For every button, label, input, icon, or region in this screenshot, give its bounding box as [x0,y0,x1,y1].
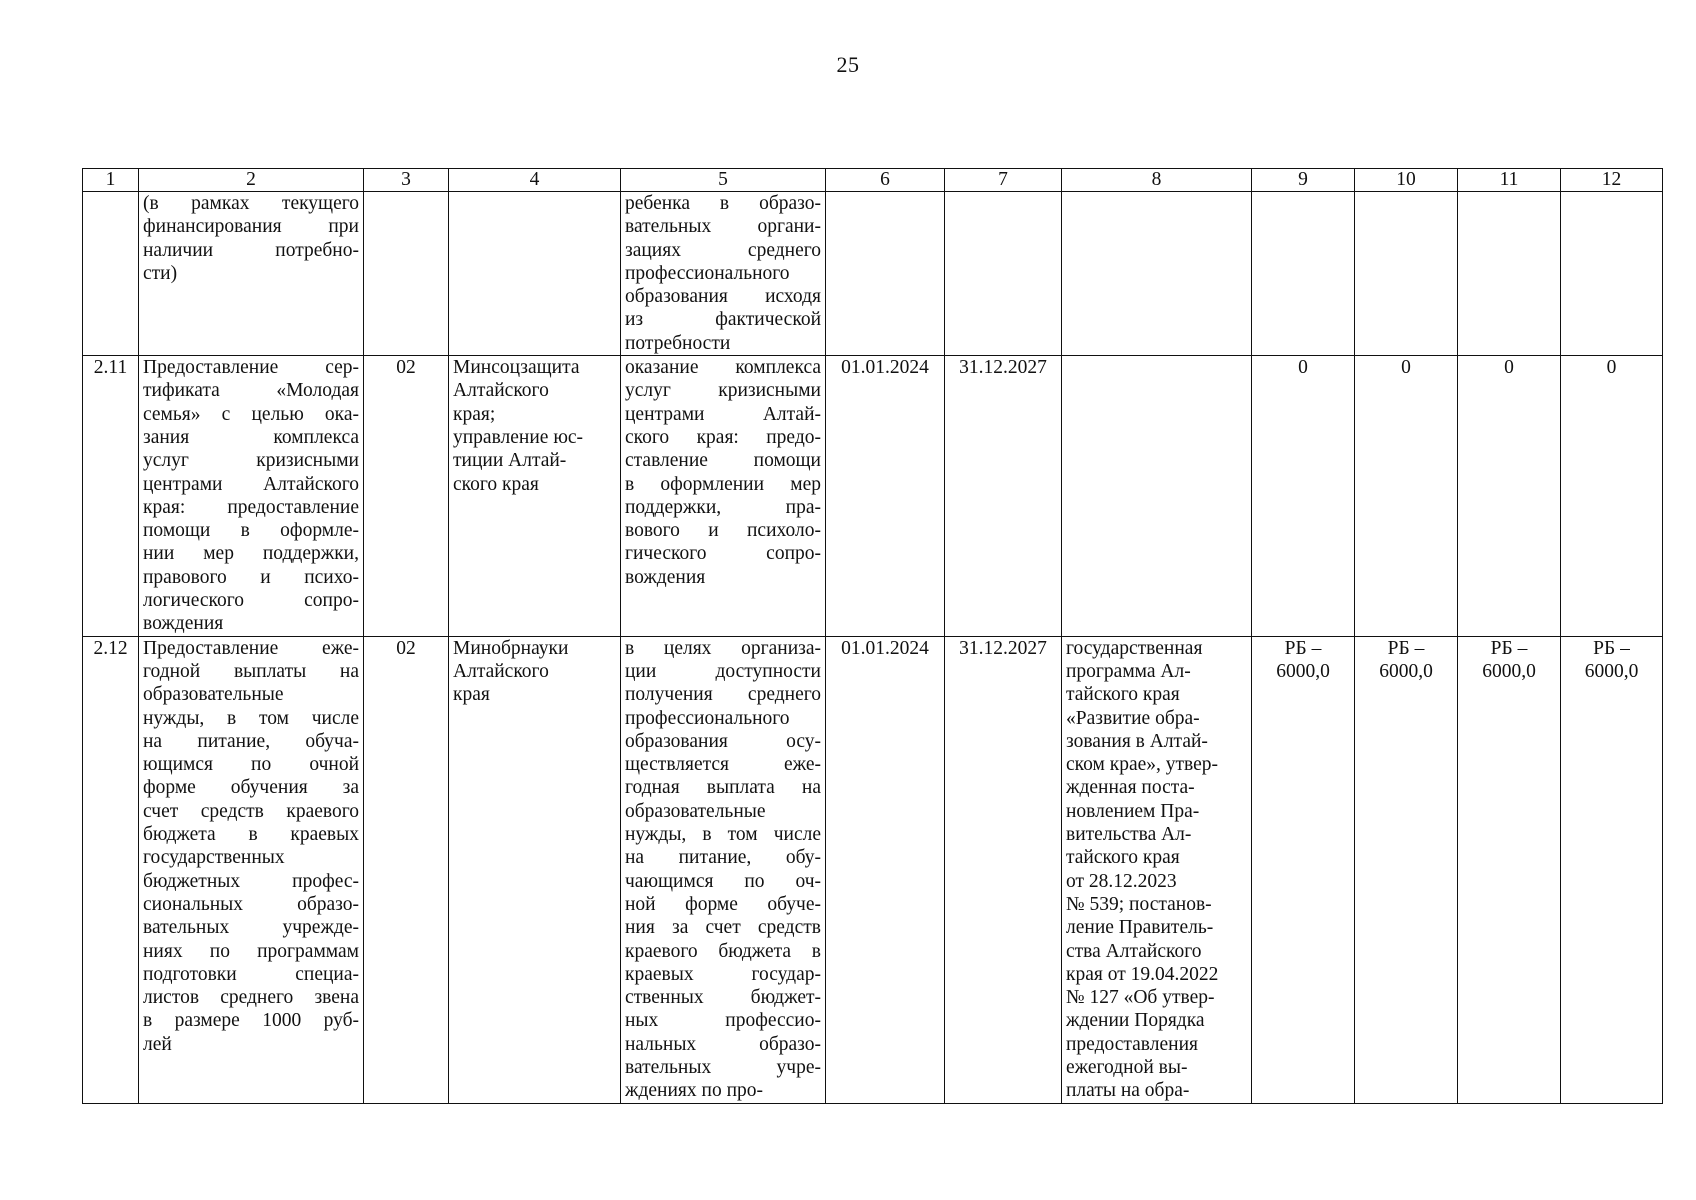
col-header-3: 3 [364,169,449,192]
text-line: образования исходя [625,286,821,308]
text-line: предоставления [1066,1033,1198,1055]
text-line: ждениях по про- [625,1080,764,1102]
text-line: нужды, в том числе [625,824,821,846]
table-row [83,636,1663,1103]
text-line: Алтайского [453,660,549,682]
measure-name [139,192,364,356]
text-line: от 28.12.2023 [1066,870,1177,892]
text-line: ции доступности [625,660,821,682]
col-header-5: 5 [621,169,826,192]
text-line: ния за счет средств [625,917,821,939]
text-line: услуг кризисными [625,380,821,402]
text-line: семья» с целью ока- [143,403,359,425]
funding-2025 [1355,192,1458,356]
text-line: в оформлении мер [625,473,821,495]
text-line: правового и психо- [143,566,359,588]
end-date [945,192,1062,356]
text-line: ского края [453,473,539,495]
text-line: поддержки, пра- [625,496,821,518]
text-line: ление Правитель- [1066,917,1214,939]
text-line: зования в Алтай- [1066,730,1208,752]
text-line: профессионального [625,262,790,284]
text-line: зациях среднего [625,239,821,261]
funding-2024: 0 [1252,356,1355,637]
measure-description [621,356,826,637]
text-line: сти) [143,262,178,284]
text-line: программа Ал- [1066,660,1191,682]
text-line: края от 19.04.2022 [1066,963,1219,985]
text-line: ющимся по очной [143,754,359,776]
text-line: образования осу- [625,730,821,752]
text-line: нужды, в том числе [143,707,359,729]
text-line: вательных органи- [625,216,821,238]
header-row [83,169,1663,192]
text-line: логического сопро- [143,590,359,612]
text-line: чающимся по оч- [625,870,821,892]
text-line: вового и психоло- [625,520,821,542]
text-line: годной выплаты на [143,660,359,682]
text-line: № 539; постанов- [1066,893,1212,915]
text-line: вождения [143,613,224,635]
text-line: нальных образо- [625,1033,821,1055]
text-line: бюджетных профес- [143,870,359,892]
funding-2027: 0 [1561,356,1663,637]
text-line: в размере 1000 руб- [143,1010,359,1032]
text-line: управление юс- [453,426,584,448]
text-line: ниях по программам [143,940,359,962]
text-line: ставление помощи [625,450,821,472]
code: 02 [364,636,449,1103]
col-header-8: 8 [1062,169,1252,192]
text-line: ственных бюджет- [625,987,821,1009]
text-line: лей [143,1033,172,1055]
measure-description [621,636,826,1103]
text-line: услуг кризисными [143,450,359,472]
text-line: ежегодной вы- [1066,1056,1188,1078]
start-date: 01.01.2024 [826,356,945,637]
text-line: форме обучения за [143,777,359,799]
text-line: из фактической [625,309,821,331]
text-line: ждении Порядка [1066,1010,1205,1032]
text-line: Минобрнауки [453,637,569,659]
text-line: сиональных образо- [143,893,359,915]
text-line: оказание комплекса [625,357,821,379]
text-line: ных профессио- [625,1010,821,1032]
funding-2025: 0 [1355,356,1458,637]
text-line: ском крае», утвер- [1066,754,1219,776]
text-line: вательных учрежде- [143,917,359,939]
funding-2027 [1561,192,1663,356]
text-line: профессионального [625,707,790,729]
legal-basis [1062,636,1252,1103]
responsible-executor [449,192,621,356]
row-number [83,192,139,356]
col-header-1: 1 [83,169,139,192]
text-line: краевых государ- [625,963,821,985]
table-row [83,192,1663,356]
text-line: на питание, обуча- [143,730,359,752]
code [364,192,449,356]
text-line: центрами Алтай- [625,403,821,425]
text-line: тайского края [1066,684,1180,706]
text-line: Минсоцзащита [453,357,580,379]
text-line: краевого бюджета в [625,940,821,962]
text-line: помощи в оформле- [143,520,359,542]
text-line: края; [453,403,496,425]
text-line: образовательные [625,800,766,822]
legal-basis [1062,192,1252,356]
text-line: ства Алтайского [1066,940,1202,962]
text-line: на питание, обу- [625,847,821,869]
text-line: жденная поста- [1066,777,1195,799]
text-line: вательных учре- [625,1056,821,1078]
text-line: в целях организа- [625,637,821,659]
funding-2025: РБ – 6000,0 [1355,636,1458,1103]
funding-2027: РБ – 6000,0 [1561,636,1663,1103]
text-line: ной форме обуче- [625,893,821,915]
table-row [83,356,1663,637]
text-line: вительства Ал- [1066,824,1192,846]
text-line: тайского края [1066,847,1180,869]
text-line: ребенка в образо- [625,193,821,214]
text-line: ского края: предо- [625,426,821,448]
text-line: тиции Алтай- [453,450,567,472]
col-header-2: 2 [139,169,364,192]
start-date: 01.01.2024 [826,636,945,1103]
text-line: государственных [143,847,285,869]
text-line: новлением Пра- [1066,800,1200,822]
document-table [82,168,1663,1104]
funding-2024 [1252,192,1355,356]
text-line: нии мер поддержки, [143,543,359,565]
measure-description [621,192,826,356]
measure-name [139,636,364,1103]
legal-basis [1062,356,1252,637]
page-number: 25 [836,52,860,77]
end-date: 31.12.2027 [945,636,1062,1103]
text-line: подготовки специа- [143,963,359,985]
text-line: Алтайского [453,380,549,402]
funding-2024: РБ – 6000,0 [1252,636,1355,1103]
text-line: центрами Алтайского [143,473,359,495]
col-header-12: 12 [1561,169,1663,192]
text-line: края: предоставление [143,496,359,518]
col-header-11: 11 [1458,169,1561,192]
text-line: государственная [1066,637,1203,659]
col-header-9: 9 [1252,169,1355,192]
text-line: Предоставление сер- [143,357,359,379]
responsible-executor [449,636,621,1103]
funding-2026: 0 [1458,356,1561,637]
end-date: 31.12.2027 [945,356,1062,637]
text-line: наличии потребно- [143,239,359,261]
text-line: (в рамках текущего [143,193,359,214]
row-number: 2.12 [83,636,139,1103]
text-line: зания комплекса [143,426,359,448]
text-line: № 127 «Об утвер- [1066,987,1215,1009]
text-line: получения среднего [625,684,821,706]
text-line: листов среднего звена [143,987,359,1009]
col-header-10: 10 [1355,169,1458,192]
text-line: финансирования при [143,216,359,238]
text-line: тификата «Молодая [143,380,359,402]
col-header-7: 7 [945,169,1062,192]
text-line: ществляется еже- [625,754,821,776]
text-line: Предоставление еже- [143,637,359,659]
col-header-6: 6 [826,169,945,192]
row-number: 2.11 [83,356,139,637]
text-line: гического сопро- [625,543,821,565]
text-line: образовательные [143,684,284,706]
text-line: потребности [625,332,731,354]
funding-2026: РБ – 6000,0 [1458,636,1561,1103]
funding-2026 [1458,192,1561,356]
responsible-executor [449,356,621,637]
text-line: «Развитие обра- [1066,707,1200,729]
code: 02 [364,356,449,637]
text-line: счет средств краевого [143,800,359,822]
measure-name [139,356,364,637]
col-header-4: 4 [449,169,621,192]
text-line: вождения [625,566,706,588]
text-line: края [453,684,490,706]
text-line: годная выплата на [625,777,821,799]
text-line: платы на обра- [1066,1080,1190,1102]
start-date [826,192,945,356]
text-line: бюджета в краевых [143,824,359,846]
